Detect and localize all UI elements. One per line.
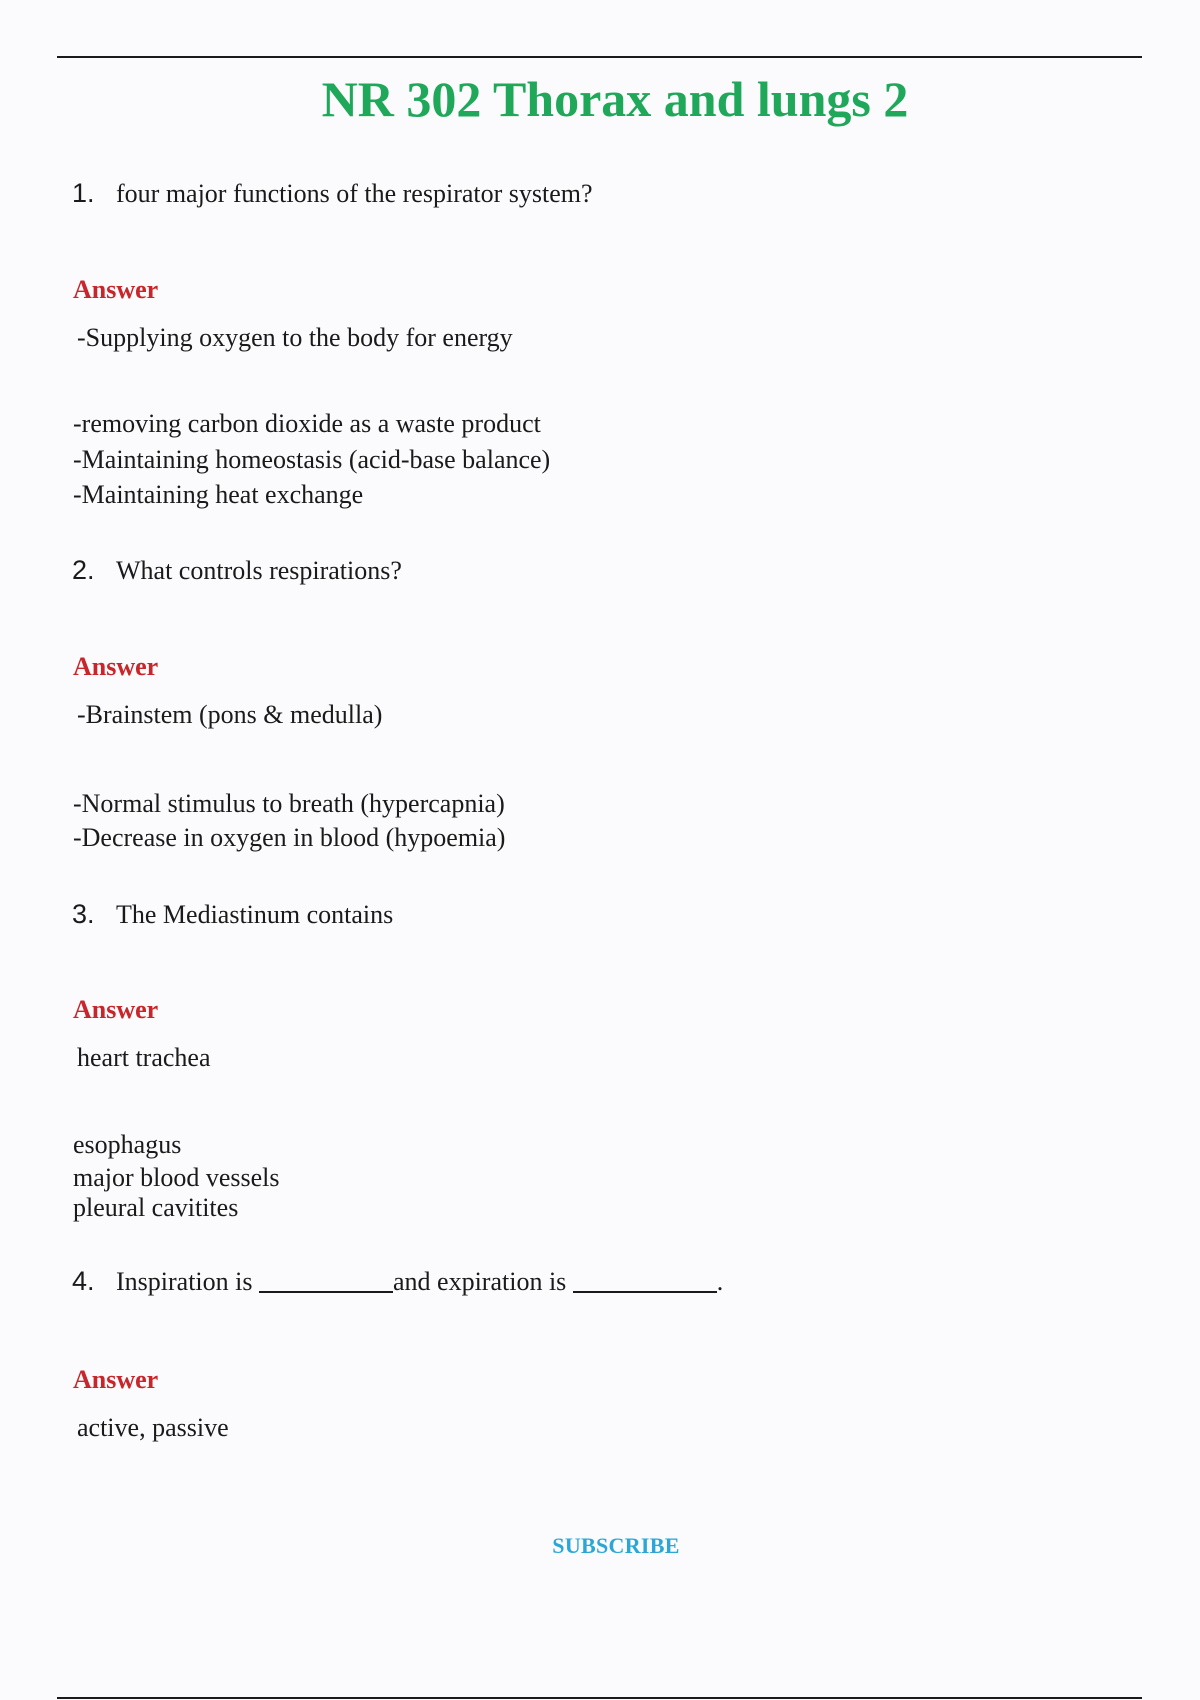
question-text: What controls respirations?: [116, 556, 402, 585]
answer-line: esophagus: [73, 1130, 182, 1159]
answer-line: -Maintaining homeostasis (acid-base balance): [73, 445, 551, 474]
answer-label: Answer: [73, 995, 159, 1024]
answer-line: -removing carbon dioxide as a waste product: [73, 409, 541, 438]
question-number: 1.: [72, 178, 95, 208]
answer-line: heart trachea: [77, 1043, 211, 1072]
document-title: NR 302 Thorax and lungs 2: [321, 71, 909, 127]
question-text-part1: Inspiration is: [116, 1267, 253, 1296]
answer-line: -Decrease in oxygen in blood (hypoemia): [73, 823, 506, 852]
question-text-part3: .: [716, 1267, 724, 1296]
question-text: four major functions of the respirator system?: [116, 179, 593, 208]
question-number: 2.: [72, 555, 95, 585]
question-text-part2: and expiration is: [393, 1267, 567, 1296]
answer-label: Answer: [73, 1365, 159, 1394]
answer-line: -Brainstem (pons & medulla): [77, 700, 383, 729]
answer-line: -Maintaining heat exchange: [73, 480, 364, 509]
answer-line: pleural cavitites: [73, 1193, 239, 1222]
fill-in-blank: [573, 1263, 717, 1293]
question-1: [72, 177, 593, 209]
answer-line: -Supplying oxygen to the body for energy: [77, 323, 513, 352]
fill-in-blank: [259, 1263, 393, 1293]
answer-label: Answer: [73, 275, 159, 304]
answer-line: -Normal stimulus to breath (hypercapnia): [73, 789, 505, 818]
question-3: [72, 898, 393, 930]
question-number: 3.: [72, 899, 95, 929]
subscribe-link[interactable]: SUBSCRIBE: [552, 1533, 680, 1558]
question-2: [72, 554, 402, 586]
answer-label: Answer: [73, 652, 159, 681]
answer-line: active, passive: [77, 1413, 229, 1442]
question-number: 4.: [72, 1266, 95, 1296]
top-rule: [57, 56, 1142, 58]
question-4: [72, 1265, 723, 1297]
question-text: The Mediastinum contains: [116, 900, 394, 929]
bottom-rule: [57, 1697, 1142, 1699]
answer-line: major blood vessels: [73, 1163, 280, 1192]
